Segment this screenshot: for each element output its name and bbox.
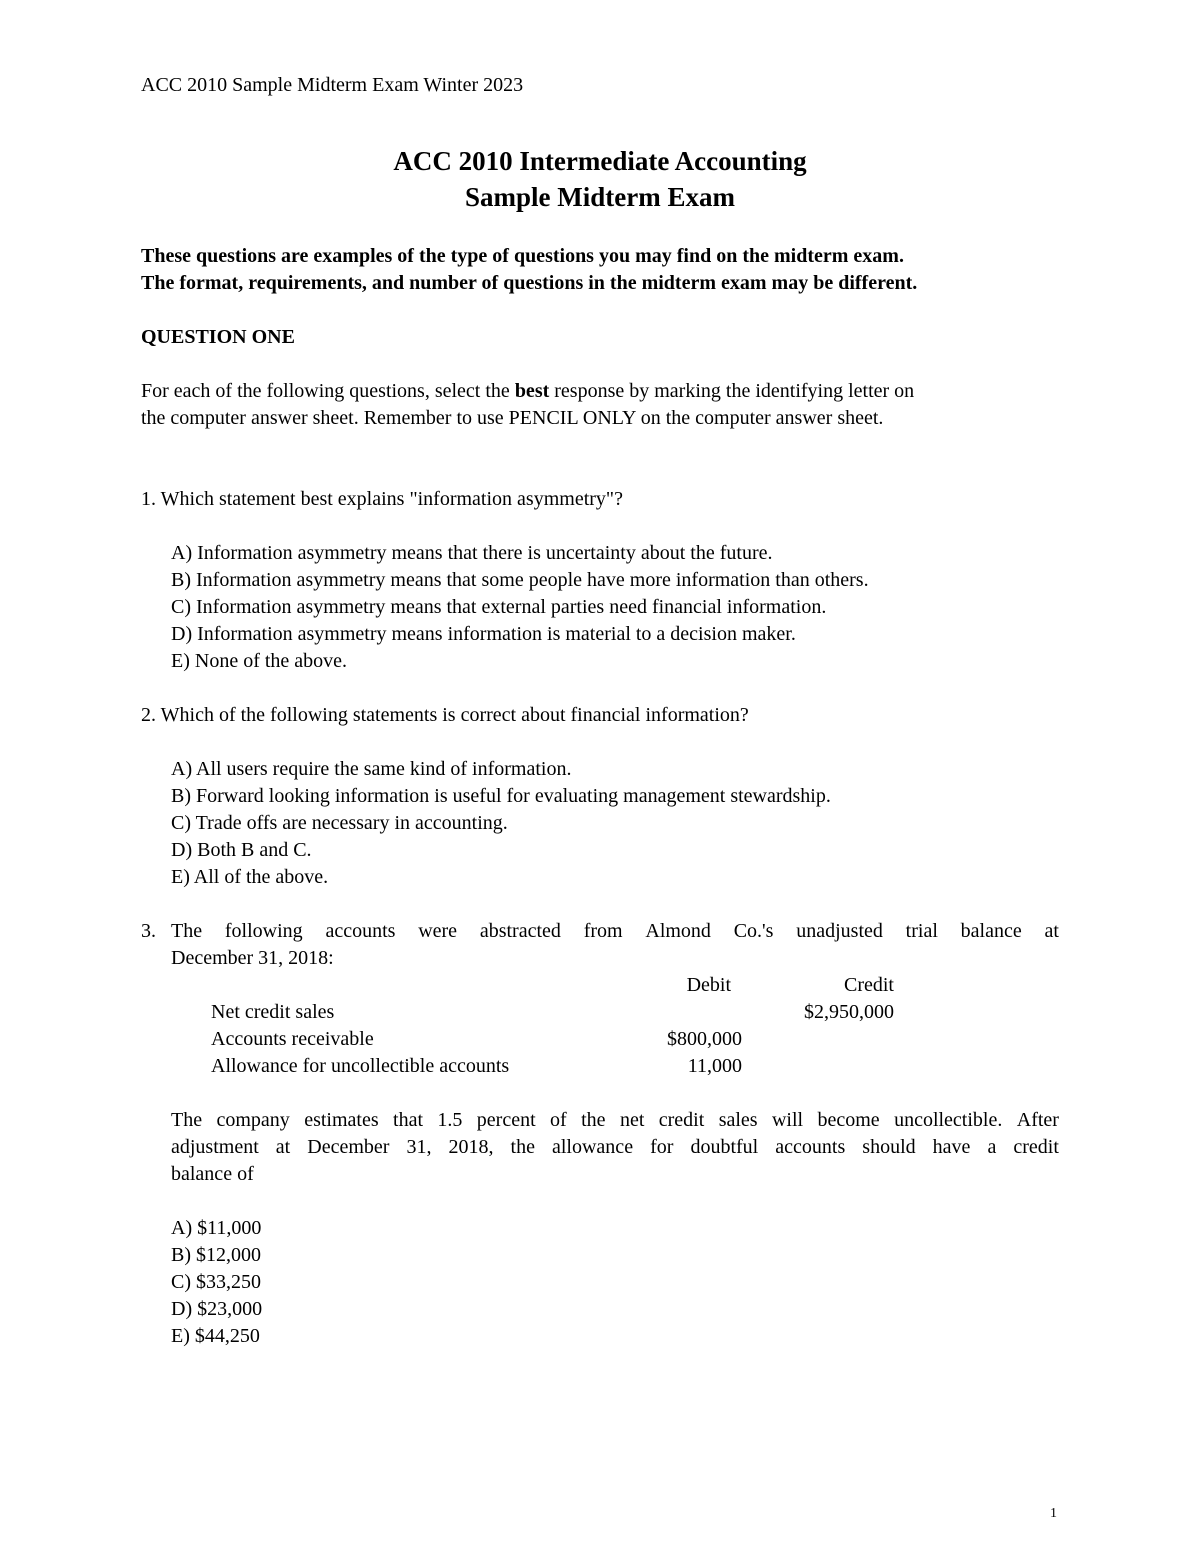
question-2-option-c: C) Trade offs are necessary in accounting. <box>171 812 508 834</box>
stem-word: balance <box>960 920 1022 942</box>
instructions-emphasis: best <box>514 380 550 402</box>
notice-line-2: The format, requirements, and number of questions in the midterm exam may be different. <box>141 272 918 294</box>
question-1-option-c: C) Information asymmetry means that external parties need financial information. <box>171 596 827 618</box>
table-row-label: Net credit sales <box>211 1001 335 1023</box>
para-word: become <box>817 1109 880 1131</box>
table-cell-debit: $800,000 <box>667 1028 742 1050</box>
instructions-line-1 <box>141 378 914 405</box>
para-word: uncollectible. <box>894 1109 1003 1131</box>
stem-word: trial <box>905 920 938 942</box>
para-word: that <box>393 1109 424 1131</box>
para-word: the <box>581 1109 606 1131</box>
column-header-debit: Debit <box>686 974 731 996</box>
para-word: estimates <box>304 1109 379 1131</box>
para-word: have <box>932 1136 971 1158</box>
para-word: at <box>275 1136 291 1158</box>
question-1-option-d: D) Information asymmetry means information is material to a decision maker. <box>171 623 796 645</box>
stem-word: The <box>171 920 203 942</box>
stem-word: were <box>418 920 458 942</box>
instructions-text-pre: For each of the following questions, select the <box>141 380 515 402</box>
question-3-option-a: A) $11,000 <box>171 1217 262 1239</box>
question-3-stem-line-2: December 31, 2018: <box>171 947 334 969</box>
running-header: ACC 2010 Sample Midterm Exam Winter 2023 <box>141 74 524 96</box>
stem-word: accounts <box>325 920 396 942</box>
question-2-option-e: E) All of the above. <box>171 866 329 888</box>
question-3-option-e: E) $44,250 <box>171 1325 260 1347</box>
para-word: a <box>987 1136 997 1158</box>
question-3-option-b: B) $12,000 <box>171 1244 261 1266</box>
table-row-label: Accounts receivable <box>211 1028 374 1050</box>
para-word: net <box>619 1109 645 1131</box>
table-cell-credit: $2,950,000 <box>804 1001 894 1023</box>
question-3-paragraph-line-1 <box>171 1107 1059 1134</box>
para-word: 2018, <box>448 1136 494 1158</box>
para-word: doubtful <box>690 1136 759 1158</box>
column-header-credit: Credit <box>844 974 894 996</box>
para-word: adjustment <box>171 1136 259 1158</box>
question-2-stem: 2. Which of the following statements is correct about financial information? <box>141 704 749 726</box>
stem-word: Co.'s <box>733 920 774 942</box>
para-word: will <box>771 1109 804 1131</box>
para-word: 31, <box>406 1136 432 1158</box>
section-heading: QUESTION ONE <box>141 326 295 348</box>
question-3-option-d: D) $23,000 <box>171 1298 263 1320</box>
question-2-option-d: D) Both B and C. <box>171 839 312 861</box>
question-1-option-a: A) Information asymmetry means that there is uncertainty about the future. <box>171 542 773 564</box>
para-word: percent <box>476 1109 536 1131</box>
stem-word: following <box>224 920 303 942</box>
para-word: should <box>862 1136 916 1158</box>
table-row-label: Allowance for uncollectible accounts <box>211 1055 510 1077</box>
para-word: accounts <box>775 1136 846 1158</box>
para-word: of <box>550 1109 567 1131</box>
para-word: the <box>510 1136 535 1158</box>
para-word: for <box>650 1136 674 1158</box>
para-word: sales <box>718 1109 758 1131</box>
stem-word: abstracted <box>479 920 561 942</box>
para-word: After <box>1016 1109 1059 1131</box>
stem-word: from <box>583 920 623 942</box>
stem-word: unadjusted <box>796 920 883 942</box>
question-3-number: 3. <box>141 920 156 942</box>
para-word: credit <box>658 1109 705 1131</box>
notice-line-1: These questions are examples of the type of questions you may find on the midterm exam. <box>141 245 904 267</box>
para-word: allowance <box>552 1136 634 1158</box>
question-3-option-c: C) $33,250 <box>171 1271 261 1293</box>
para-word: 1.5 <box>437 1109 463 1131</box>
exam-subtitle: Sample Midterm Exam <box>465 182 735 212</box>
table-cell-debit: 11,000 <box>687 1055 742 1077</box>
para-word: company <box>216 1109 290 1131</box>
question-1-option-e: E) None of the above. <box>171 650 348 672</box>
instructions-line-2: the computer answer sheet. Remember to use PENCIL ONLY on the computer answer sheet. <box>141 407 884 429</box>
question-1-stem: 1. Which statement best explains "information asymmetry"? <box>141 488 623 510</box>
para-word: The <box>171 1109 203 1131</box>
stem-word: at <box>1044 920 1059 942</box>
instructions-text-post: response by marking the identifying letter on <box>549 380 915 402</box>
question-3-paragraph-line-2 <box>171 1134 1059 1161</box>
question-3-stem-line-1 <box>171 918 1059 945</box>
question-3-paragraph-line-3: balance of <box>171 1163 254 1185</box>
para-word: credit <box>1013 1136 1059 1158</box>
question-2-option-a: A) All users require the same kind of information. <box>171 758 572 780</box>
question-2-option-b: B) Forward looking information is useful for evaluating management stewardship. <box>171 785 831 807</box>
para-word: December <box>307 1136 390 1158</box>
stem-word: Almond <box>645 920 711 942</box>
question-1-option-b: B) Information asymmetry means that some people have more information than others. <box>171 569 869 591</box>
exam-title: ACC 2010 Intermediate Accounting <box>393 146 807 176</box>
page-number: 1 <box>1050 1506 1057 1521</box>
